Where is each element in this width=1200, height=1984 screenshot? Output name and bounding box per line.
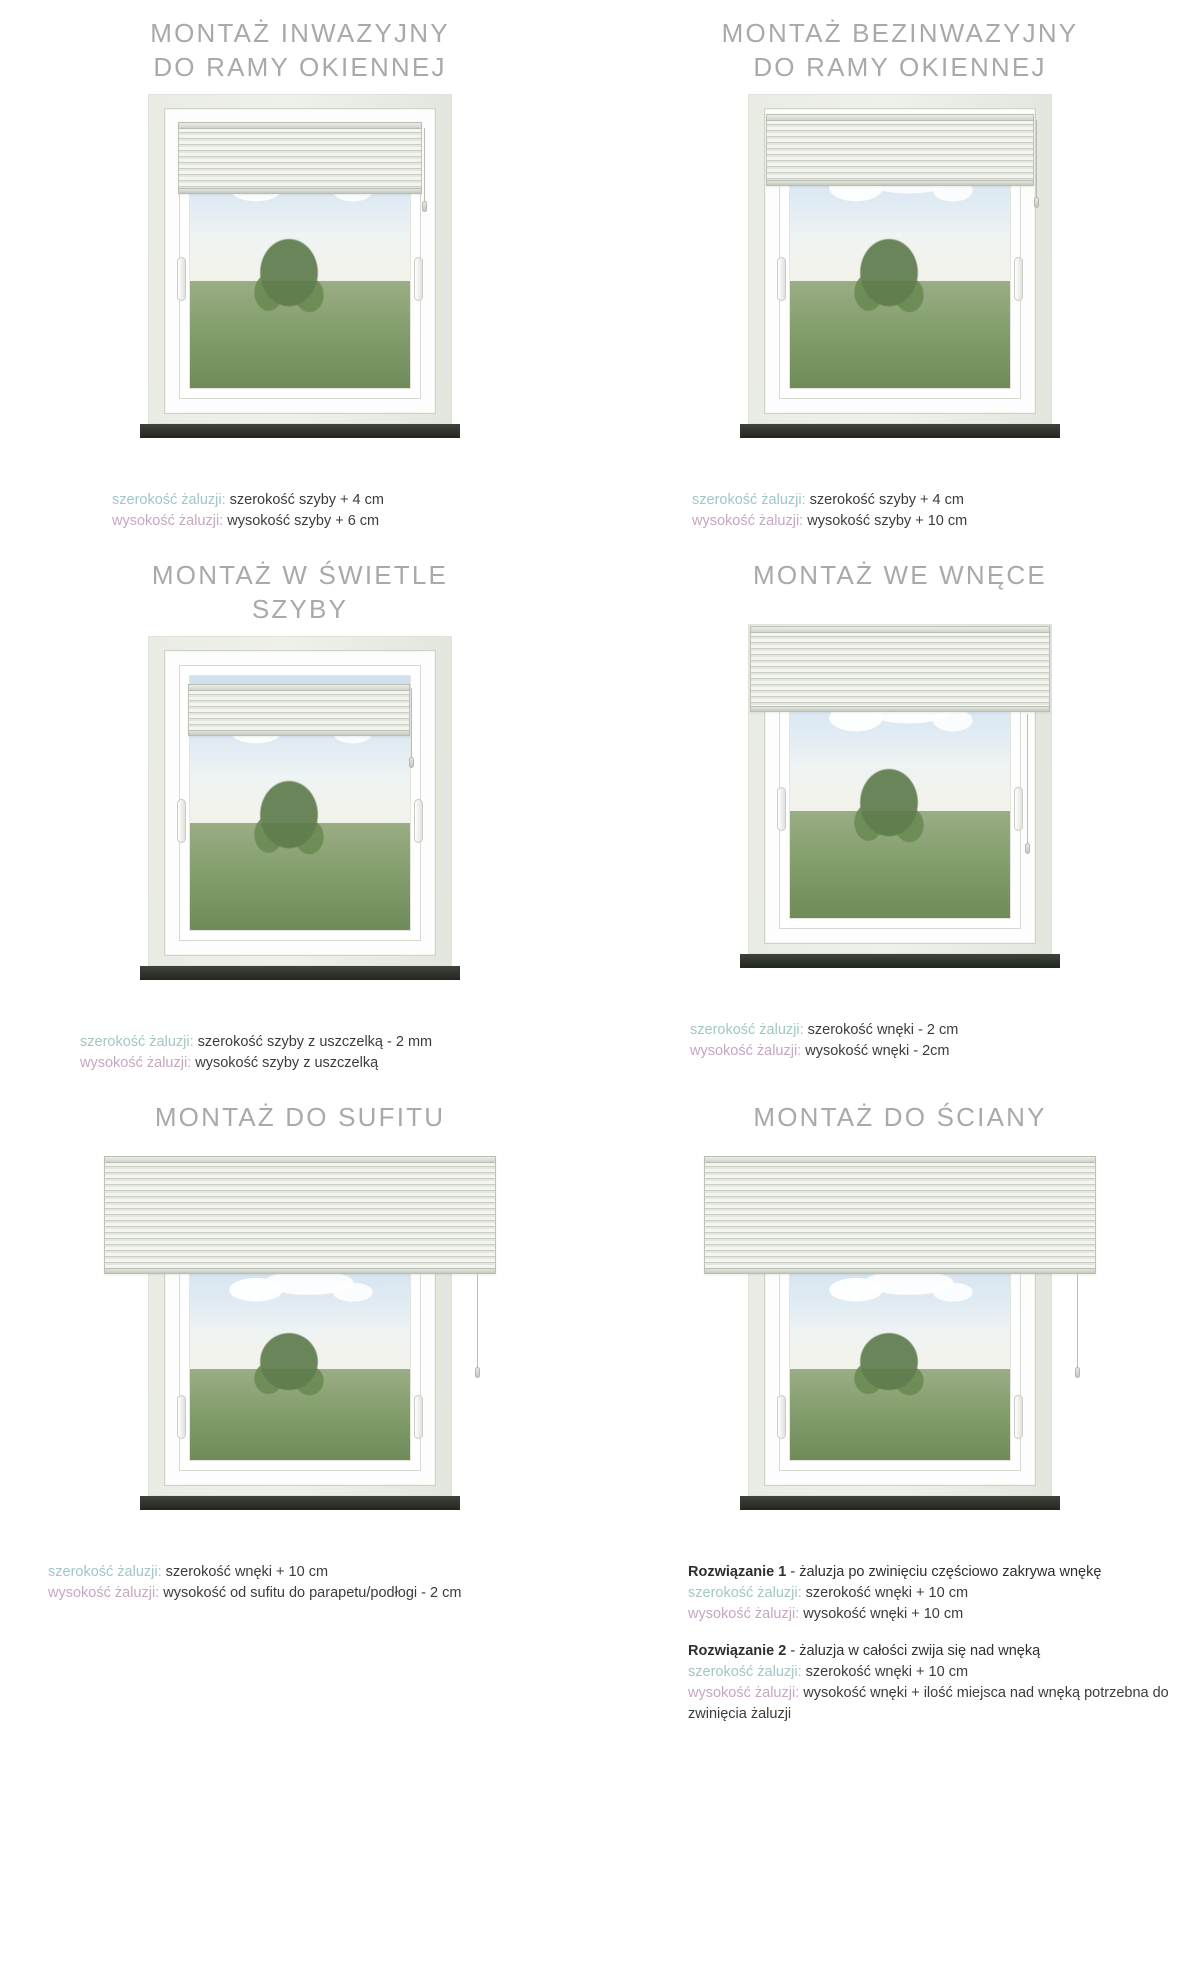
caption-height-label: wysokość żaluzji: bbox=[48, 1585, 160, 1601]
panel-title bbox=[0, 0, 600, 84]
panel-montaz-do-sufitu bbox=[0, 1084, 600, 1735]
tree-shape bbox=[838, 730, 939, 862]
panel-caption bbox=[600, 484, 1200, 532]
caption-width-label: szerokość żaluzji: bbox=[80, 1034, 194, 1050]
panel-title bbox=[600, 1084, 1200, 1156]
window-illustration bbox=[130, 626, 470, 1026]
window-handle-right bbox=[414, 257, 423, 301]
solution-block-1 bbox=[688, 1562, 1180, 1625]
caption-height-row bbox=[80, 1053, 600, 1074]
window-illustration bbox=[730, 84, 1070, 484]
blind-graphic bbox=[766, 114, 1034, 186]
caption-height-row bbox=[690, 1041, 1200, 1062]
blind-bottomrail bbox=[188, 730, 410, 736]
illustration-stage bbox=[660, 1156, 1140, 1556]
panel-caption bbox=[0, 1026, 600, 1074]
panel-montaz-bezinwazyjny bbox=[600, 0, 1200, 542]
window-sill bbox=[140, 966, 460, 980]
caption-width-row bbox=[688, 1662, 1180, 1683]
caption-height-value: wysokość wnęki + ilość miejsca nad wnęką potrzebna do zwinięcia żaluzji bbox=[688, 1685, 1169, 1722]
panel-montaz-w-swietle-szyby bbox=[0, 542, 600, 1084]
panel-montaz-we-wnece bbox=[600, 542, 1200, 1084]
caption-width-label: szerokość żaluzji: bbox=[688, 1664, 802, 1680]
caption-width-value: szerokość wnęki + 10 cm bbox=[165, 1564, 329, 1580]
blind-headrail bbox=[766, 114, 1034, 121]
caption-height-label: wysokość żaluzji: bbox=[690, 1043, 802, 1059]
panel-title-line1: MONTAŻ W ŚWIETLE bbox=[151, 560, 449, 590]
window-handle-left bbox=[177, 1395, 186, 1439]
window-illustration bbox=[730, 1156, 1070, 1556]
panel-title-line1: MONTAŻ INWAZYJNY bbox=[150, 18, 450, 48]
caption-height-row bbox=[112, 511, 600, 532]
caption-width-value: szerokość szyby z uszczelką - 2 mm bbox=[197, 1034, 433, 1050]
caption-width-row bbox=[692, 490, 1200, 511]
panel-montaz-do-sciany bbox=[600, 1084, 1200, 1735]
window-sill bbox=[740, 1496, 1060, 1510]
blind-headrail bbox=[188, 684, 410, 691]
panel-title-line1: MONTAŻ BEZINWAZYJNY bbox=[721, 18, 1079, 48]
solution-desc: - żaluzja po zwinięciu częściowo zakrywa wnękę bbox=[786, 1564, 1102, 1580]
blind-graphic bbox=[104, 1156, 496, 1274]
caption-width-row bbox=[80, 1032, 600, 1053]
caption-width-value: szerokość szyby + 4 cm bbox=[809, 492, 964, 508]
solution-desc: - żaluzja w całości zwija się nad wnęką bbox=[786, 1643, 1041, 1659]
illustration-stage bbox=[60, 1156, 540, 1556]
caption-width-label: szerokość żaluzji: bbox=[692, 492, 806, 508]
caption-width-value: szerokość wnęki + 10 cm bbox=[805, 1664, 969, 1680]
illustration-stage bbox=[60, 84, 540, 484]
caption-width-row bbox=[688, 1583, 1180, 1604]
blind-graphic bbox=[178, 122, 422, 194]
blind-graphic bbox=[750, 626, 1050, 712]
caption-width-label: szerokość żaluzji: bbox=[690, 1022, 804, 1038]
solution-heading bbox=[688, 1562, 1180, 1583]
window-handle-right bbox=[1014, 787, 1023, 831]
panel-montaz-inwazyjny bbox=[0, 0, 600, 542]
window-handle-right bbox=[414, 799, 423, 843]
caption-height-value: wysokość szyby + 6 cm bbox=[227, 513, 380, 529]
blind-graphic bbox=[188, 684, 410, 736]
blind-bottomrail bbox=[104, 1268, 496, 1274]
caption-width-value: szerokość wnęki - 2 cm bbox=[807, 1022, 959, 1038]
window-illustration bbox=[730, 614, 1070, 1014]
window-handle-left bbox=[177, 799, 186, 843]
caption-height-value: wysokość szyby + 10 cm bbox=[807, 513, 968, 529]
panel-title bbox=[600, 0, 1200, 84]
caption-height-label: wysokość żaluzji: bbox=[112, 513, 224, 529]
blind-bottomrail bbox=[178, 188, 422, 194]
caption-height-value: wysokość wnęki - 2cm bbox=[805, 1043, 950, 1059]
panel-caption bbox=[600, 1014, 1200, 1062]
panel-caption bbox=[600, 1556, 1200, 1725]
caption-width-label: szerokość żaluzji: bbox=[112, 492, 226, 508]
panel-title-line2: SZYBY bbox=[251, 594, 349, 624]
panel-caption bbox=[0, 484, 600, 532]
caption-width-value: szerokość wnęki + 10 cm bbox=[805, 1585, 969, 1601]
blind-headrail bbox=[178, 122, 422, 129]
caption-height-row bbox=[688, 1604, 1180, 1625]
window-handle-left bbox=[177, 257, 186, 301]
illustration-stage bbox=[660, 614, 1140, 1014]
window-handle-left bbox=[777, 787, 786, 831]
panel-title-line1: MONTAŻ DO ŚCIANY bbox=[753, 1102, 1047, 1132]
blind-headrail bbox=[104, 1156, 496, 1163]
window-glass bbox=[189, 1243, 411, 1461]
caption-height-row bbox=[688, 1683, 1180, 1725]
window-handle-left bbox=[777, 257, 786, 301]
blind-cord bbox=[1077, 1274, 1078, 1368]
window-sill bbox=[740, 954, 1060, 968]
blind-bottomrail bbox=[750, 706, 1050, 712]
caption-width-row bbox=[112, 490, 600, 511]
tree-shape bbox=[238, 742, 339, 874]
tree-shape bbox=[838, 1300, 939, 1412]
caption-height-label: wysokość żaluzji: bbox=[688, 1685, 800, 1701]
caption-width-row bbox=[48, 1562, 600, 1583]
caption-height-row bbox=[692, 511, 1200, 532]
blind-cord bbox=[1027, 714, 1028, 844]
caption-height-value: wysokość wnęki + 10 cm bbox=[803, 1606, 964, 1622]
panel-title-line2: DO RAMY OKIENNEJ bbox=[153, 52, 447, 82]
tree-shape bbox=[838, 200, 939, 332]
illustration-stage bbox=[660, 84, 1140, 484]
blind-cord bbox=[411, 688, 412, 758]
blind-cord bbox=[424, 128, 425, 202]
blind-headrail bbox=[750, 626, 1050, 633]
window-illustration bbox=[130, 84, 470, 484]
caption-width-label: szerokość żaluzji: bbox=[688, 1585, 802, 1601]
panel-title bbox=[600, 542, 1200, 614]
window-sill bbox=[740, 424, 1060, 438]
caption-height-label: wysokość żaluzji: bbox=[692, 513, 804, 529]
caption-width-label: szerokość żaluzji: bbox=[48, 1564, 162, 1580]
solution-heading bbox=[688, 1641, 1180, 1662]
caption-height-row bbox=[48, 1583, 600, 1604]
caption-height-label: wysokość żaluzji: bbox=[80, 1055, 192, 1071]
window-illustration bbox=[130, 1156, 470, 1556]
tree-shape bbox=[238, 1300, 339, 1412]
caption-height-value: wysokość szyby z uszczelką bbox=[195, 1055, 379, 1071]
illustration-stage bbox=[60, 626, 540, 1026]
panel-title bbox=[0, 542, 600, 626]
blind-cord bbox=[477, 1274, 478, 1368]
tree-shape bbox=[238, 200, 339, 332]
window-handle-left bbox=[777, 1395, 786, 1439]
window-handle-right bbox=[1014, 257, 1023, 301]
panel-caption bbox=[0, 1556, 600, 1604]
window-sill bbox=[140, 424, 460, 438]
panel-title-line2: DO RAMY OKIENNEJ bbox=[753, 52, 1047, 82]
caption-width-row bbox=[690, 1020, 1200, 1041]
blind-cord bbox=[1036, 120, 1037, 198]
solution-block-2 bbox=[688, 1641, 1180, 1725]
window-handle-right bbox=[1014, 1395, 1023, 1439]
panel-title-line1: MONTAŻ WE WNĘCE bbox=[753, 560, 1047, 590]
window-sill bbox=[140, 1496, 460, 1510]
panel-title-line1: MONTAŻ DO SUFITU bbox=[154, 1102, 446, 1132]
caption-height-value: wysokość od sufitu do parapetu/podłogi - 2 cm bbox=[163, 1585, 462, 1601]
blind-headrail bbox=[704, 1156, 1096, 1163]
blind-bottomrail bbox=[704, 1268, 1096, 1274]
caption-width-value: szerokość szyby + 4 cm bbox=[229, 492, 384, 508]
solution-name: Rozwiązanie 1 bbox=[688, 1564, 787, 1580]
caption-height-label: wysokość żaluzji: bbox=[688, 1606, 800, 1622]
blind-graphic bbox=[704, 1156, 1096, 1274]
window-glass bbox=[789, 1243, 1011, 1461]
window-handle-right bbox=[414, 1395, 423, 1439]
panel-title bbox=[0, 1084, 600, 1156]
solution-name: Rozwiązanie 2 bbox=[688, 1643, 787, 1659]
blind-bottomrail bbox=[766, 180, 1034, 186]
